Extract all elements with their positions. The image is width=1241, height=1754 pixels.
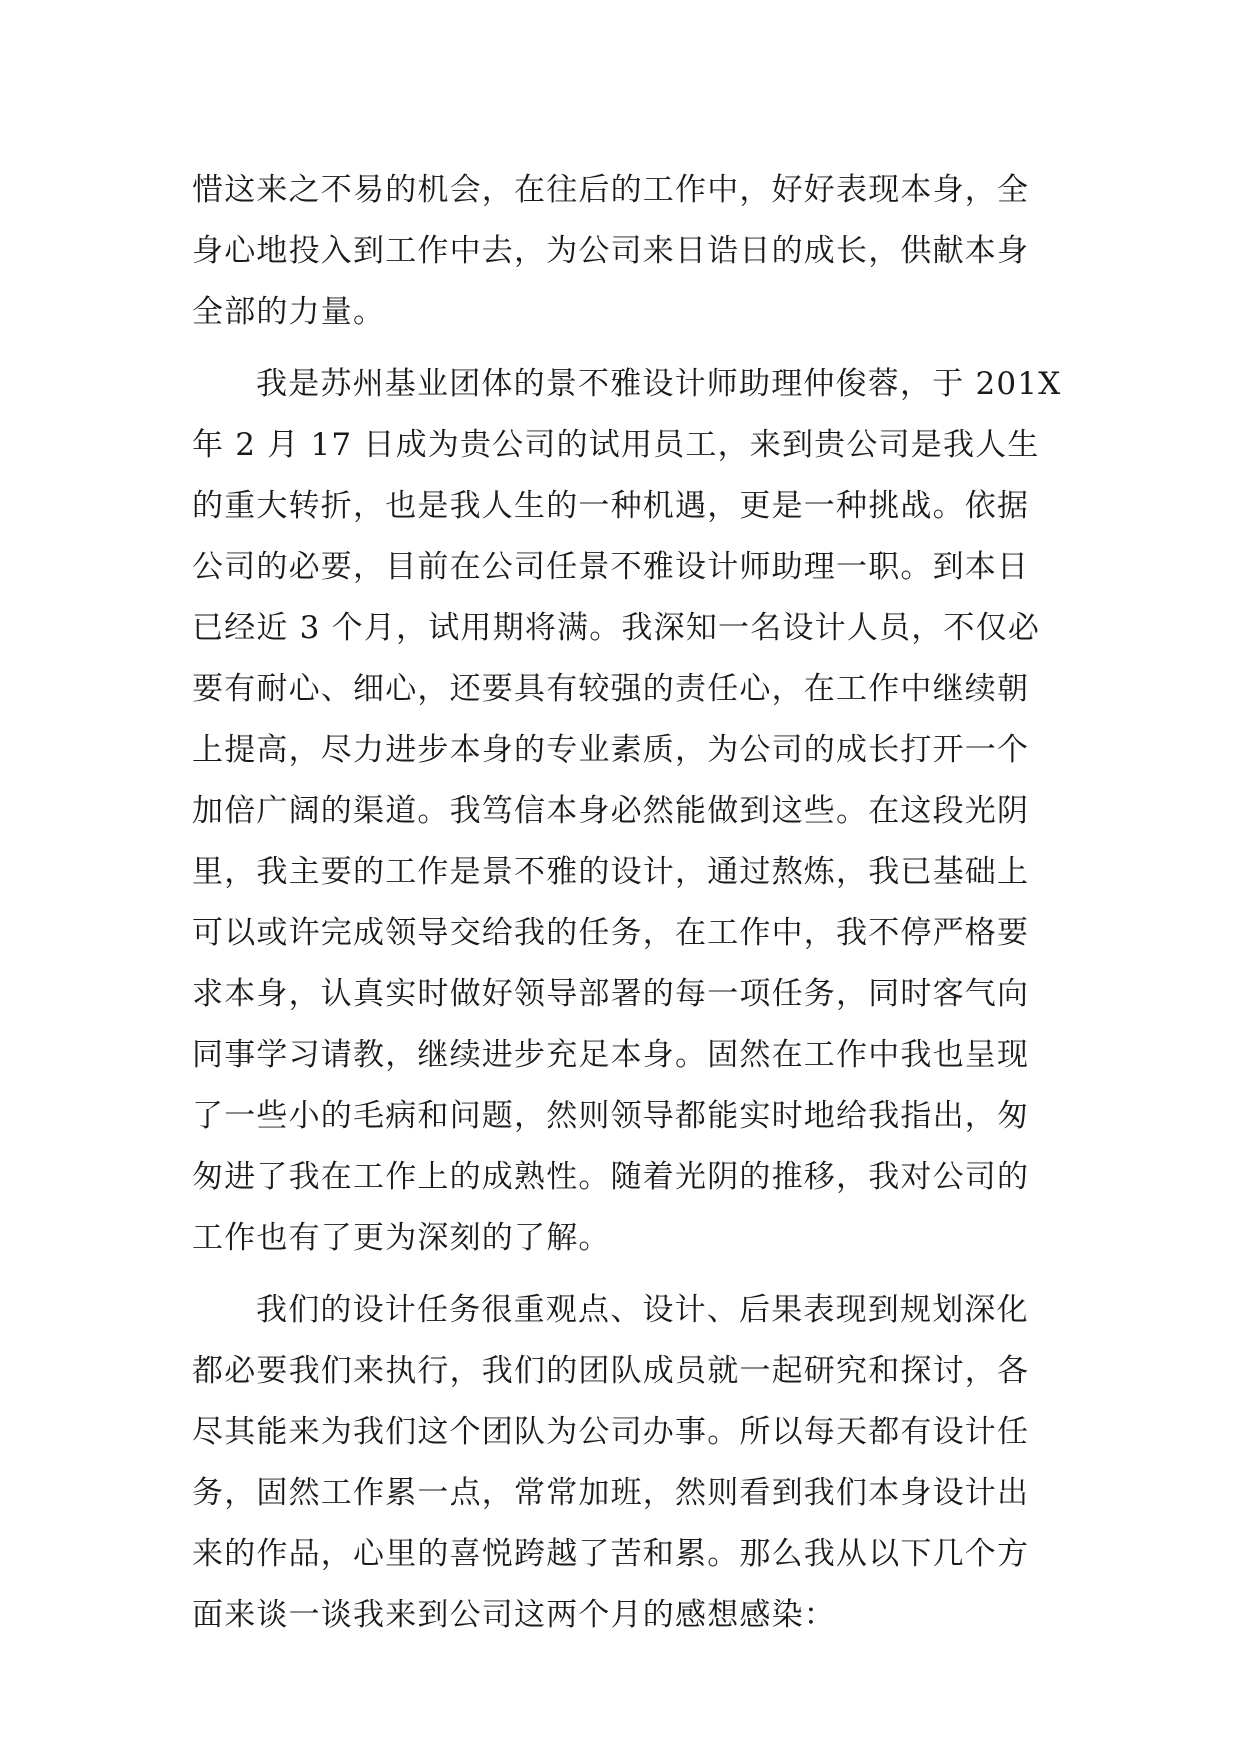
text-line: 尽其能来为我们这个团队为公司办事。所以每天都有设计任: [192, 1414, 1030, 1450]
paragraph-gap: [192, 343, 1052, 354]
text-line: 可以或许完成领导交给我的任务，在工作中，我不停严格要: [192, 915, 1030, 951]
text-line: 我是苏州基业团体的景不雅设计师助理仲俊蓉，于 201X: [256, 366, 1062, 402]
text-line: 面来谈一谈我来到公司这两个月的感想感染：: [192, 1597, 836, 1633]
text-line: 务，固然工作累一点，常常加班，然则看到我们本身设计出: [192, 1475, 1030, 1511]
text-line: 我们的设计任务很重观点、设计、后果表现到规划深化: [256, 1292, 1029, 1328]
text-line: 求本身，认真实时做好领导部署的每一项任务，同时客气向: [192, 976, 1030, 1012]
text-line: 加倍广阔的渠道。我笃信本身必然能做到这些。在这段光阴: [192, 793, 1030, 829]
text-line: 匆进了我在工作上的成熟性。随着光阴的推移，我对公司的: [192, 1159, 1030, 1195]
text-line: 全部的力量。: [192, 294, 386, 330]
text-line: 来的作品，心里的喜悦跨越了苦和累。那么我从以下几个方: [192, 1536, 1030, 1572]
text-line: 里，我主要的工作是景不雅的设计，通过熬炼，我已基础上: [192, 854, 1030, 890]
text-line: 年 2 月 17 日成为贵公司的试用员工，来到贵公司是我人生: [192, 427, 1040, 463]
text-line: 要有耐心、细心，还要具有较强的责任心，在工作中继续朝: [192, 671, 1030, 707]
text-line: 上提高，尽力进步本身的专业素质，为公司的成长打开一个: [192, 732, 1030, 768]
text-line: 公司的必要，目前在公司任景不雅设计师助理一职。到本日: [192, 549, 1030, 585]
paragraph-gap: [192, 1269, 1052, 1280]
text-line: 的重大转折，也是我人生的一种机遇，更是一种挑战。依据: [192, 488, 1030, 524]
text-line: 工作也有了更为深刻的了解。: [192, 1220, 611, 1256]
text-line: 都必要我们来执行，我们的团队成员就一起研究和探讨，各: [192, 1353, 1030, 1389]
text-line: 了一些小的毛病和问题，然则领导都能实时地给我指出，匆: [192, 1098, 1030, 1134]
text-line: 已经近 3 个月，试用期将满。我深知一名设计人员，不仅必: [192, 610, 1041, 646]
text-line: 惜这来之不易的机会，在往后的工作中，好好表现本身，全: [192, 172, 1030, 208]
paragraph: [192, 354, 1062, 1269]
text-line: 同事学习请教，继续进步充足本身。固然在工作中我也呈现: [192, 1037, 1030, 1073]
paragraph: [192, 1280, 1052, 1646]
text-line: 身心地投入到工作中去，为公司来日诰日的成长，供献本身: [192, 233, 1030, 269]
document-body: [192, 160, 1062, 1646]
paragraph: [192, 160, 1052, 343]
